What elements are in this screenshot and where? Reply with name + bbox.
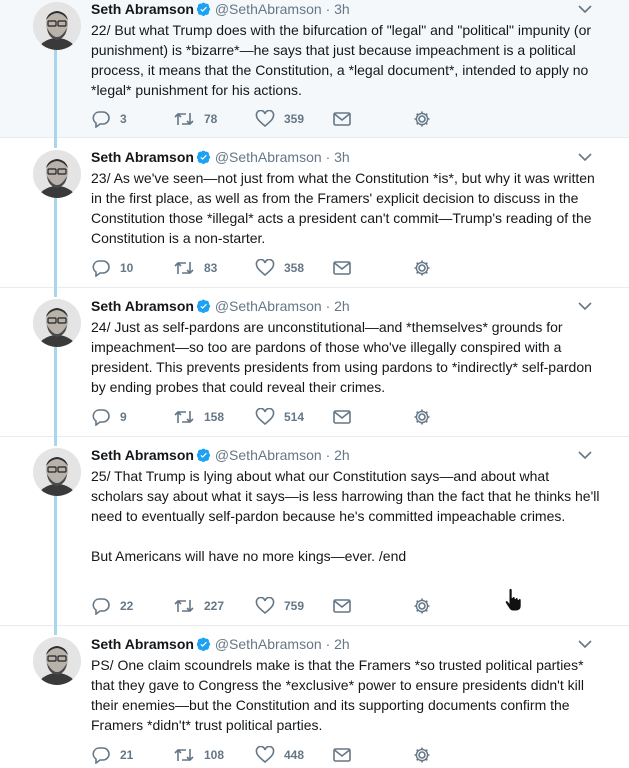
reply-icon <box>91 259 111 277</box>
avatar[interactable] <box>33 299 81 347</box>
avatar[interactable] <box>33 150 81 198</box>
tweet-actions <box>91 258 531 278</box>
message-icon <box>333 260 351 276</box>
retweet-button[interactable] <box>173 258 217 278</box>
tweet[interactable] <box>0 625 629 768</box>
author-handle[interactable]: @SethAbramson <box>214 447 322 463</box>
retweet-count: 83 <box>204 261 218 275</box>
avatar[interactable] <box>33 637 81 685</box>
thread-connector-line <box>54 50 57 148</box>
tweet-actions <box>91 745 531 765</box>
thread-connector-line <box>54 198 57 297</box>
tweet-divider <box>0 137 629 138</box>
author-handle[interactable]: @SethAbramson <box>214 298 322 314</box>
chevron-down-icon[interactable] <box>578 301 592 311</box>
like-icon <box>255 597 275 615</box>
direct-message-button[interactable] <box>333 596 351 616</box>
message-icon <box>333 111 351 127</box>
retweet-icon <box>173 259 195 277</box>
verified-badge-icon <box>197 2 211 16</box>
chevron-down-icon[interactable] <box>578 4 592 14</box>
analytics-gear-icon <box>413 597 431 615</box>
message-icon <box>333 409 351 425</box>
analytics-gear-icon <box>413 110 431 128</box>
like-count: 514 <box>284 410 305 424</box>
tweet-header <box>91 297 350 315</box>
tweet-actions <box>91 109 531 129</box>
tweet-timestamp[interactable]: · 2h <box>325 636 350 652</box>
like-count: 358 <box>284 261 305 275</box>
author-name[interactable]: Seth Abramson <box>91 298 194 314</box>
like-count: 448 <box>284 748 305 762</box>
retweet-icon <box>173 746 195 764</box>
reply-icon <box>91 597 111 615</box>
like-button[interactable] <box>255 109 304 129</box>
author-handle[interactable]: @SethAbramson <box>214 149 322 165</box>
chevron-down-icon[interactable] <box>578 450 592 460</box>
reply-count: 9 <box>120 410 127 424</box>
tweet-text: 23/ As we've seen—not just from what the Constitution *is*, but why it was written in the first place, as well as from the Framers' explicit decision to discuss in the Constitution those *illegal* acts a president can't commit—Trump's reading of the Constitution is a non-starter. <box>91 170 599 246</box>
message-icon <box>333 747 351 763</box>
tweet-timestamp[interactable]: · 2h <box>325 447 350 463</box>
thread-connector-line <box>54 496 57 635</box>
author-name[interactable]: Seth Abramson <box>91 1 194 17</box>
author-handle[interactable]: @SethAbramson <box>214 636 322 652</box>
tweet-header <box>91 446 350 464</box>
analytics-gear-icon <box>413 746 431 764</box>
chevron-down-icon[interactable] <box>578 152 592 162</box>
retweet-button[interactable] <box>173 596 224 616</box>
analytics-button[interactable] <box>413 109 431 129</box>
analytics-gear-icon <box>413 408 431 426</box>
tweet-text: PS/ One claim scoundrels make is that the Framers *so trusted political parties* that they gave to Congress the *exclusive* power to ensure presidents didn't kill their enemies—but the Constitution and its supporting documents confirm the Framers *didn't* trust political parties. <box>91 657 588 733</box>
tweet[interactable] <box>0 137 629 287</box>
reply-count: 10 <box>120 261 134 275</box>
reply-count: 3 <box>120 112 127 126</box>
thread-connector-line <box>54 347 57 446</box>
like-button[interactable] <box>255 745 304 765</box>
tweet-text: 25/ That Trump is lying about what our Constitution says—and about what scholars say about what it says—is less harrowing than the fact that he thinks he'll need to eventually self-pardon because he's committed impeachable crimes. But Americans will have no more kings—ever. /end <box>91 468 600 564</box>
tweet-timestamp[interactable]: · 3h <box>325 1 350 17</box>
retweet-count: 158 <box>204 410 225 424</box>
retweet-count: 108 <box>204 748 225 762</box>
like-icon <box>255 259 275 277</box>
like-icon <box>255 110 275 128</box>
retweet-button[interactable] <box>173 109 217 129</box>
tweet-divider <box>0 436 629 437</box>
tweet-divider <box>0 625 629 626</box>
reply-button[interactable] <box>91 407 127 427</box>
chevron-down-icon[interactable] <box>578 639 592 649</box>
analytics-button[interactable] <box>413 745 431 765</box>
like-count: 759 <box>284 599 305 613</box>
retweet-count: 227 <box>204 599 225 613</box>
analytics-button[interactable] <box>413 596 431 616</box>
author-name[interactable]: Seth Abramson <box>91 447 194 463</box>
reply-icon <box>91 746 111 764</box>
reply-icon <box>91 110 111 128</box>
verified-badge-icon <box>197 448 211 462</box>
tweet-timestamp[interactable]: · 3h <box>325 149 350 165</box>
like-icon <box>255 408 275 426</box>
retweet-button[interactable] <box>173 745 224 765</box>
direct-message-button[interactable] <box>333 745 351 765</box>
tweet-header <box>91 0 350 18</box>
tweet-text: 22/ But what Trump does with the bifurcation of "legal" and "political" impunity (or punishment) is *bizarre*—he says that just because impeachment is a political process, it means that the Constitution, a *legal document*, intended to apply no *legal* punishment for his actions. <box>91 22 595 98</box>
reply-count: 21 <box>120 748 134 762</box>
reply-icon <box>91 408 111 426</box>
reply-button[interactable] <box>91 596 133 616</box>
retweet-button[interactable] <box>173 407 224 427</box>
direct-message-button[interactable] <box>333 109 351 129</box>
retweet-icon <box>173 597 195 615</box>
like-button[interactable] <box>255 258 304 278</box>
tweet[interactable] <box>0 436 629 625</box>
like-button[interactable] <box>255 596 304 616</box>
tweet-actions <box>91 407 531 427</box>
tweet[interactable] <box>0 287 629 436</box>
reply-button[interactable] <box>91 109 127 129</box>
avatar[interactable] <box>33 448 81 496</box>
tweet-actions <box>91 596 531 616</box>
tweet-header <box>91 148 350 166</box>
tweet-divider <box>0 287 629 288</box>
like-button[interactable] <box>255 407 304 427</box>
like-icon <box>255 746 275 764</box>
analytics-button[interactable] <box>413 258 431 278</box>
tweet-text: 24/ Just as self-pardons are unconstitutional—and *themselves* grounds for impeachment—so too are pardons of those who've illegally conspired with a president. This prevents presidents from using pardons to *indirectly* self-pardon by ending probes that could reveal their crimes. <box>91 319 596 395</box>
message-icon <box>333 598 351 614</box>
reply-count: 22 <box>120 599 134 613</box>
tweet-header <box>91 635 350 653</box>
retweet-icon <box>173 110 195 128</box>
tweet-timestamp[interactable]: · 2h <box>325 298 350 314</box>
retweet-icon <box>173 408 195 426</box>
direct-message-button[interactable] <box>333 407 351 427</box>
author-name[interactable]: Seth Abramson <box>91 149 194 165</box>
verified-badge-icon <box>197 299 211 313</box>
hand-cursor-icon <box>503 588 525 612</box>
direct-message-button[interactable] <box>333 258 351 278</box>
analytics-gear-icon <box>413 259 431 277</box>
verified-badge-icon <box>197 637 211 651</box>
author-name[interactable]: Seth Abramson <box>91 636 194 652</box>
retweet-count: 78 <box>204 112 218 126</box>
analytics-button[interactable] <box>413 407 431 427</box>
reply-button[interactable] <box>91 745 133 765</box>
author-handle[interactable]: @SethAbramson <box>214 1 322 17</box>
like-count: 359 <box>284 112 305 126</box>
reply-button[interactable] <box>91 258 133 278</box>
avatar[interactable] <box>33 2 81 50</box>
verified-badge-icon <box>197 150 211 164</box>
tweet[interactable] <box>0 0 629 137</box>
